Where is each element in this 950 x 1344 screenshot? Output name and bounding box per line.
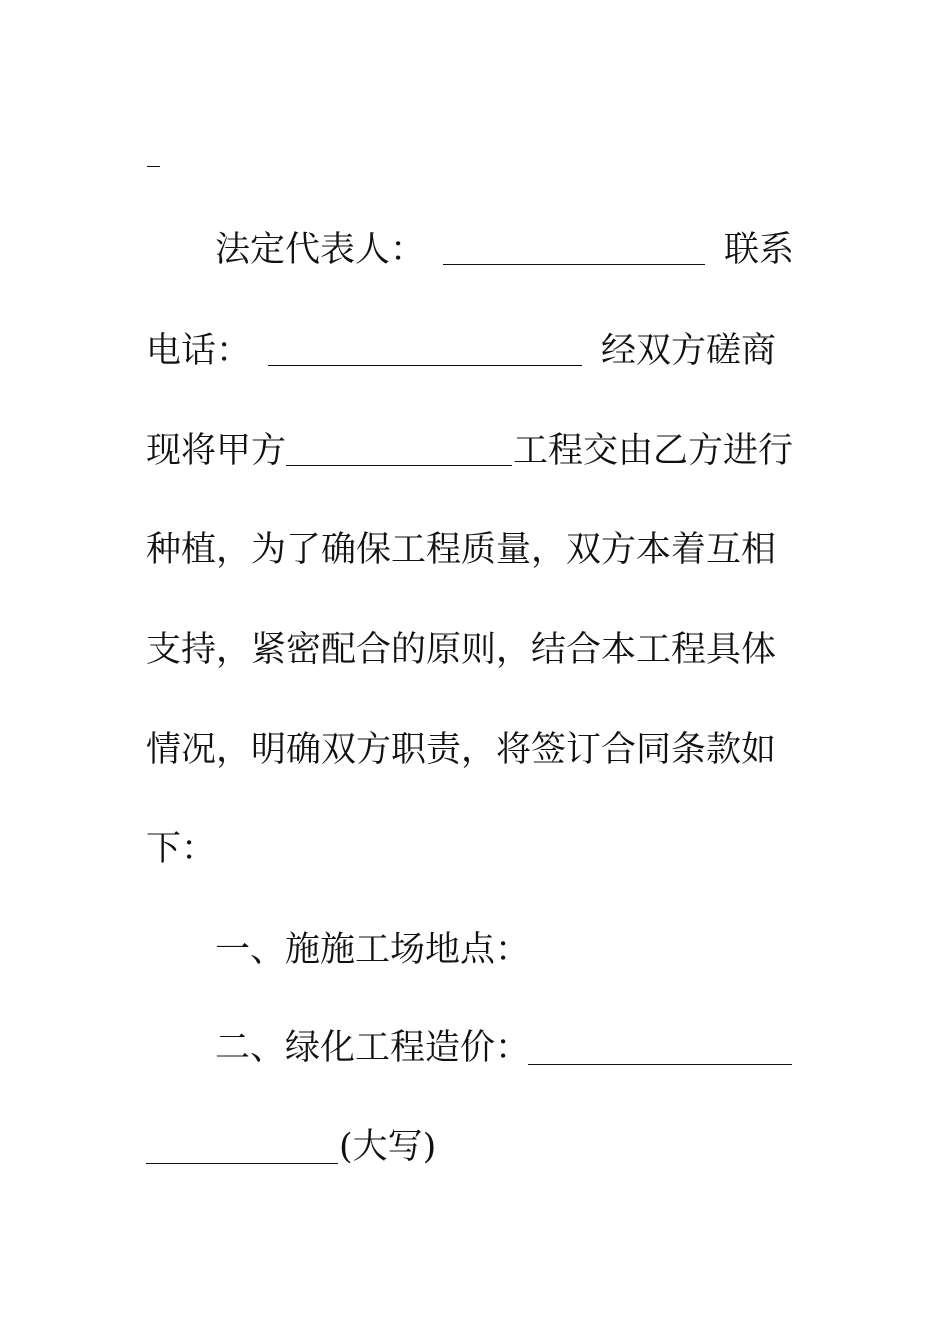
paragraph-text-5: 支持，紧密配合的原则，结合本工程具体	[146, 630, 777, 670]
clause-1-heading: 一、施施工场地点：	[215, 930, 531, 970]
representative-label: 法定代表人：	[215, 230, 426, 270]
project-prefix: 现将甲方	[146, 431, 287, 471]
top-dash-mark	[147, 166, 160, 167]
amount-in-words-label: (大写)	[339, 1127, 437, 1167]
phone-blank	[268, 365, 582, 366]
paragraph-text-6: 情况，明确双方职责，将签订合同条款如	[146, 730, 777, 770]
contact-label-start: 联系	[724, 230, 795, 270]
price-blank	[528, 1064, 792, 1065]
representative-blank	[443, 264, 705, 265]
negotiation-text: 经双方磋商	[601, 331, 777, 371]
clause-2-heading: 二、绿化工程造价：	[215, 1028, 531, 1068]
project-name-blank	[286, 465, 512, 466]
project-suffix: 工程交由乙方进行	[513, 431, 794, 471]
paragraph-text-7: 下：	[146, 829, 217, 869]
paragraph-text-4: 种植，为了确保工程质量，双方本着互相	[146, 530, 777, 570]
amount-in-words-blank	[146, 1163, 338, 1164]
phone-label: 电话：	[146, 331, 252, 371]
